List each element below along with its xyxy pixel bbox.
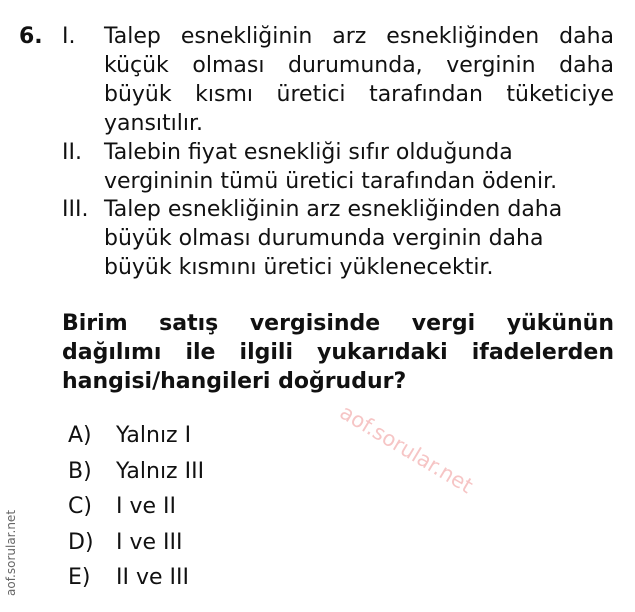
option-c[interactable]	[68, 489, 204, 525]
option-d-letter: D)	[68, 529, 94, 555]
statement-2-roman: II.	[62, 140, 82, 165]
option-a-letter: A)	[68, 423, 92, 448]
option-d[interactable]	[68, 525, 204, 561]
watermark-diagonal: aof.sorular.net	[335, 400, 478, 499]
statement-3-line-3: büyük kısmını üretici yüklenecektir.	[104, 255, 494, 280]
watermark-side: aof.sorular.net	[4, 509, 18, 596]
statement-2-line-2: vergininin tümü üretici tarafından ödenir.	[104, 169, 558, 194]
statement-1-line-1: Talep esnekliğinin arz esnekliğinden daha	[104, 24, 614, 49]
statement-1-line-3: büyük kısmı üretici tarafından tüketiciye	[104, 82, 614, 107]
statement-3-text	[104, 195, 614, 282]
statement-3	[62, 195, 614, 282]
statement-1-line-4: yansıtılır.	[104, 111, 203, 136]
option-b-text: Yalnız III	[116, 458, 205, 484]
question-line-2: dağılımı ile ilgili yukarıdaki ifadelerden	[62, 340, 614, 365]
option-e-text: II ve III	[116, 565, 189, 590]
statement-1-text	[104, 22, 614, 138]
option-c-text: I ve II	[116, 494, 177, 519]
statement-3-line-1: Talep esnekliğinin arz esnekliğinden daha	[104, 197, 563, 222]
statement-2	[62, 138, 614, 196]
statement-3-line-2: büyük olması durumunda verginin daha	[104, 226, 544, 251]
question-number: 6.	[19, 24, 43, 49]
statement-2-text	[104, 138, 614, 196]
option-a-text: Yalnız I	[116, 423, 192, 448]
statement-3-roman: III.	[62, 197, 89, 222]
question-stem	[62, 309, 614, 396]
option-b-letter: B)	[68, 458, 92, 484]
statement-1-line-2: küçük olması durumunda, verginin daha	[104, 53, 614, 78]
option-d-text: I ve III	[116, 529, 183, 555]
option-e-letter: E)	[68, 565, 91, 590]
option-c-letter: C)	[68, 494, 92, 519]
question-line-1: Birim satış vergisinde vergi yükünün	[62, 311, 614, 336]
statement-2-line-1: Talebin fiyat esnekliği sıfır olduğunda	[104, 140, 513, 165]
question-line-3: hangisi/hangileri doğrudur?	[62, 369, 407, 394]
option-b[interactable]	[68, 454, 204, 490]
statement-1	[62, 22, 614, 138]
statement-1-roman: I.	[62, 24, 76, 49]
option-a[interactable]	[68, 418, 204, 454]
answer-options	[68, 418, 204, 596]
option-e[interactable]	[68, 560, 204, 596]
